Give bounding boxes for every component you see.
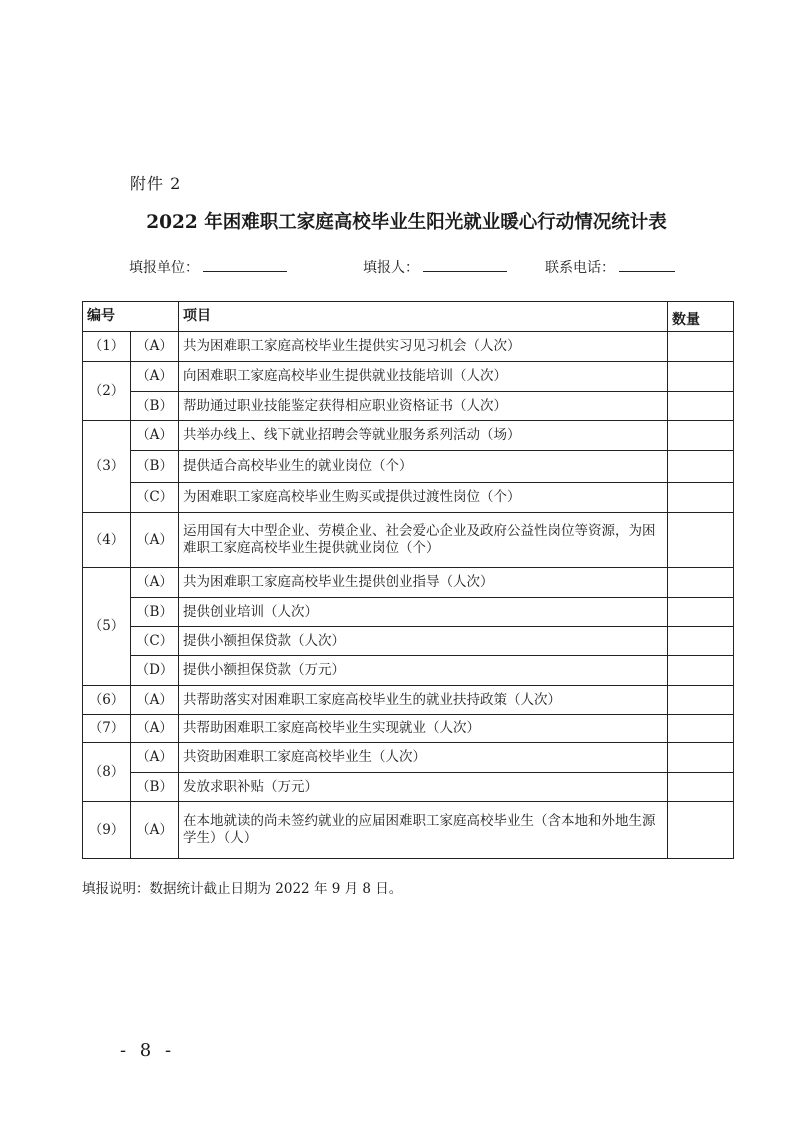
sub-no: （A） (131, 715, 179, 743)
qty-cell[interactable] (668, 421, 734, 451)
table-row (83, 656, 734, 686)
group-no: （3） (83, 421, 131, 513)
table-row (83, 451, 734, 483)
table-row (83, 362, 734, 392)
person-label: 填报人： (363, 260, 419, 276)
group-no: （9） (83, 802, 131, 859)
qty-cell[interactable] (668, 362, 734, 392)
table-row (83, 483, 734, 513)
phone-label: 联系电话： (545, 260, 615, 276)
item-text: 共为困难职工家庭高校毕业生提供创业指导（人次） (179, 568, 668, 598)
header-no: 编号 (83, 302, 179, 332)
table-row (83, 421, 734, 451)
table-row (83, 513, 734, 568)
sub-no: （D） (131, 656, 179, 686)
phone-field (545, 257, 675, 277)
table-row (83, 332, 734, 362)
person-input-line[interactable] (423, 257, 507, 272)
group-no: （5） (83, 568, 131, 686)
qty-cell[interactable] (668, 483, 734, 513)
item-text: 提供小额担保贷款（万元） (179, 656, 668, 686)
table-row (83, 686, 734, 715)
qty-cell[interactable] (668, 568, 734, 598)
qty-cell[interactable] (668, 513, 734, 568)
group-no: （4） (83, 513, 131, 568)
group-no: （7） (83, 715, 131, 743)
qty-cell[interactable] (668, 715, 734, 743)
qty-cell[interactable] (668, 743, 734, 773)
sub-no: （A） (131, 743, 179, 773)
fill-note: 填报说明：数据统计截止日期为 2022 年 9 月 8 日。 (82, 881, 403, 897)
qty-cell[interactable] (668, 451, 734, 483)
qty-cell[interactable] (668, 656, 734, 686)
item-text: 向困难职工家庭高校毕业生提供就业技能培训（人次） (179, 362, 668, 392)
person-field (363, 257, 507, 277)
unit-label: 填报单位： (129, 260, 199, 276)
item-text: 帮助通过职业技能鉴定获得相应职业资格证书（人次） (179, 392, 668, 421)
item-text: 发放求职补贴（万元） (179, 773, 668, 802)
sub-no: （C） (131, 483, 179, 513)
qty-cell[interactable] (668, 392, 734, 421)
qty-cell[interactable] (668, 598, 734, 627)
sub-no: （A） (131, 802, 179, 859)
sub-no: （B） (131, 598, 179, 627)
sub-no: （C） (131, 627, 179, 656)
group-no: （6） (83, 686, 131, 715)
sub-no: （A） (131, 421, 179, 451)
sub-no: （B） (131, 392, 179, 421)
item-text: 提供小额担保贷款（人次） (179, 627, 668, 656)
item-text: 共帮助落实对困难职工家庭高校毕业生的就业扶持政策（人次） (179, 686, 668, 715)
sub-no: （A） (131, 362, 179, 392)
item-text: 共资助困难职工家庭高校毕业生（人次） (179, 743, 668, 773)
table-row (83, 773, 734, 802)
item-text: 在本地就读的尚未签约就业的应届困难职工家庭高校毕业生（含本地和外地生源学生）（人） (179, 802, 668, 859)
item-text: 共帮助困难职工家庭高校毕业生实现就业（人次） (179, 715, 668, 743)
item-text: 提供创业培训（人次） (179, 598, 668, 627)
sub-no: （A） (131, 513, 179, 568)
table-row (83, 627, 734, 656)
header-item: 项目 (179, 302, 668, 332)
qty-cell[interactable] (668, 686, 734, 715)
group-no: （1） (83, 332, 131, 362)
page-title: 2022 年困难职工家庭高校毕业生阳光就业暖心行动情况统计表 (146, 212, 667, 233)
table-row (83, 802, 734, 859)
phone-input-line[interactable] (619, 257, 675, 272)
item-text: 共为困难职工家庭高校毕业生提供实习见习机会（人次） (179, 332, 668, 362)
table-row (83, 392, 734, 421)
item-text: 共举办线上、线下就业招聘会等就业服务系列活动（场） (179, 421, 668, 451)
qty-cell[interactable] (668, 773, 734, 802)
statistics-table (82, 301, 734, 859)
sub-no: （B） (131, 451, 179, 483)
qty-cell[interactable] (668, 332, 734, 362)
unit-input-line[interactable] (203, 257, 287, 272)
sub-no: （A） (131, 568, 179, 598)
fill-fields (0, 257, 793, 281)
table-row (83, 598, 734, 627)
unit-field (129, 257, 287, 277)
header-qty: 数量 (668, 302, 734, 332)
page-number: - 8 - (120, 1040, 176, 1061)
table-row (83, 568, 734, 598)
sub-no: （A） (131, 332, 179, 362)
table-row (83, 715, 734, 743)
sub-no: （A） (131, 686, 179, 715)
qty-cell[interactable] (668, 627, 734, 656)
attachment-label: 附件 2 (130, 174, 182, 193)
table-header-row (83, 302, 734, 332)
group-no: （8） (83, 743, 131, 802)
item-text: 运用国有大中型企业、劳模企业、社会爱心企业及政府公益性岗位等资源，为困难职工家庭高校毕业生提供就业岗位（个） (179, 513, 668, 568)
sub-no: （B） (131, 773, 179, 802)
group-no: （2） (83, 362, 131, 421)
item-text: 为困难职工家庭高校毕业生购买或提供过渡性岗位（个） (179, 483, 668, 513)
qty-cell[interactable] (668, 802, 734, 859)
item-text: 提供适合高校毕业生的就业岗位（个） (179, 451, 668, 483)
table-row (83, 743, 734, 773)
